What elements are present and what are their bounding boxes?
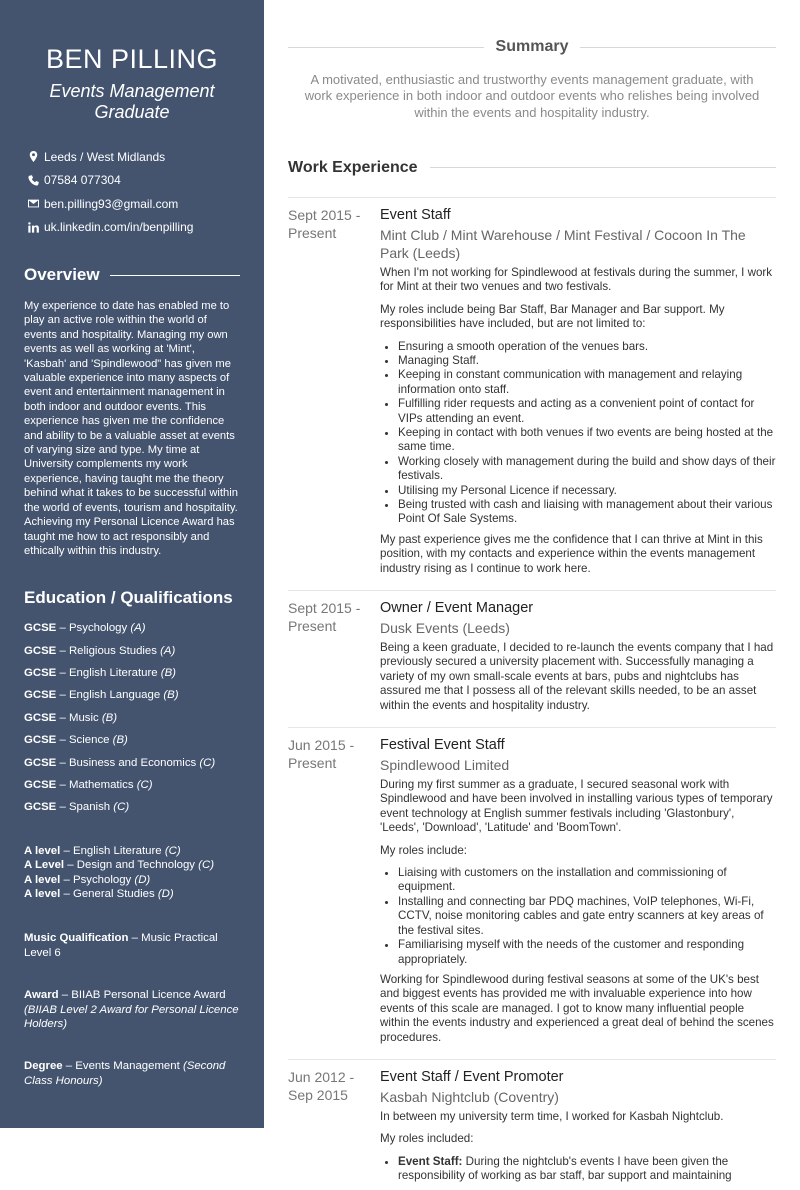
job-title: Event Staff [380,206,451,223]
gcse-item: GCSE – Spanish (C) [24,801,130,814]
list-item: • Working closely with management during the build and show days of their festivals. [398,455,776,484]
job-description: My roles include being Bar Staff, Bar Manager and Bar support. My responsibilities have included, but are not limited to: [380,302,725,331]
main-content [288,0,776,1190]
contact-linkedin[interactable] [24,216,240,240]
summary-title: Summary [495,38,569,55]
alevel-item: A level – General Studies (D) [24,888,174,901]
gcse-item: GCSE – English Language (B) [24,689,179,702]
divider [288,47,484,48]
job-date: Jun 2012 - Sep 2015 [288,1068,355,1103]
work-title: Work Experience [288,158,418,176]
email-link[interactable]: ben.pilling93@gmail.com [44,196,179,211]
job-bullets [398,1155,776,1184]
job-date: Jun 2015 - Present [288,737,355,772]
envelope-icon [24,198,42,209]
alevel-item: A Level – Design and Technology (C) [24,859,214,872]
divider [430,167,776,168]
list-item: • Keeping in constant communication with management and relaying information onto staff. [398,368,776,397]
list-item: • Event Staff: During the nightclub's events I have been given the responsibility of working as bar staff, bar support and maintaining [398,1155,776,1184]
list-item: • Utilising my Personal Licence if necessary. [398,484,776,498]
phone-icon [24,175,42,186]
job-description: My roles included: [380,1132,474,1146]
job-description: When I'm not working for Spindlewood at festivals during the summer, I work for Mint at their two venues and two festivals. [380,265,773,294]
job-company: Dusk Events (Leeds) [380,620,510,637]
work-heading [288,159,776,177]
list-item: • Keeping in contact with both venues if two events are being hosted at the same time. [398,426,776,455]
candidate-role: Events Management Graduate [49,81,215,122]
job-description: In between my university term time, I worked for Kasbah Nightclub. [380,1109,724,1123]
job-entry [288,727,776,1045]
job-title: Owner / Event Manager [380,600,534,617]
candidate-name: BEN PILLING [45,44,219,74]
gcse-item: GCSE – Music (B) [24,711,118,724]
job-description: During my first summer as a graduate, I secured seasonal work with Spindlewood and have been involved in installing various types of temporary event technology at English summer festivals including 'Glastonbury', 'Leeds', 'Download', 'Latitude' and 'BoomTown'. [380,778,773,835]
job-title: Event Staff / Event Promoter [380,1068,564,1085]
gcse-item: GCSE – English Literature (B) [24,667,176,680]
education-title: Education / Qualifications [24,588,233,608]
job-entry [288,1059,776,1190]
list-item: • Fulfilling rider requests and acting as a convenient point of contact for VIPs attending an event. [398,397,776,426]
job-body [380,1068,776,1190]
alevel-item: A level – English Literature (C) [24,844,181,857]
job-company: Spindlewood Limited [380,757,510,774]
job-company: Kasbah Nightclub (Coventry) [380,1088,559,1105]
job-description: My past experience gives me the confidence that I can thrive at Mint in this position, with my contacts and experience within the events management industry rising as I continue to work here. [380,532,763,575]
gcse-item: GCSE – Mathematics (C) [24,779,153,792]
job-description: Working for Spindlewood during festival seasons at some of the UK's best and biggest events has provided me with invaluable experience into how events of this scale are managed. I got to know many influential people within the events industry and experienced a great deal of behind the scenes procedures. [380,972,774,1044]
degree-qualification: Degree – Events Management (Second Class Honours) [24,1060,226,1087]
list-item: • Installing and connecting bar PDQ machines, VoIP telephones, Wi-Fi, CCTV, noise monitoring cables and gate entry scanners at key areas of the festival sites. [398,895,776,938]
job-bullets [398,340,776,527]
music-qualification: Music Qualification – Music Practical Level 6 [24,932,218,959]
linkedin-link[interactable]: uk.linkedin.com/in/benpilling [44,220,194,235]
job-entry [288,590,776,713]
job-body [380,206,776,576]
list-item: • Managing Staff. [398,354,776,368]
job-date: Sept 2015 - Present [288,600,361,635]
job-entry [288,197,776,576]
gcse-item: GCSE – Business and Economics (C) [24,756,216,769]
job-date: Sept 2015 - Present [288,206,361,241]
list-item: • Ensuring a smooth operation of the venues bars. [398,340,776,354]
overview-heading [24,265,240,285]
phone-text: 07584 077304 [44,173,121,188]
location-pin-icon [24,151,42,162]
divider [580,47,776,48]
job-bullets [398,866,776,967]
divider [110,275,240,276]
summary-heading [288,38,776,56]
award-qualification: Award – BIIAB Personal Licence Award (BIIAB Level 2 Award for Personal Licence Holders) [24,989,239,1031]
contact-location [24,145,240,169]
job-company: Mint Club / Mint Warehouse / Mint Festival / Cocoon In The Park (Leeds) [380,226,746,261]
overview-text: My experience to date has enabled me to play an active role within the world of events and hospitality. Managing my own events as well as working at 'Mint', 'Kasbah' and 'Spindlewood" has given me valuable experience into many aspects of event and entertainment management in both indoor and outdoor events. This experience has given me the confidence and ability to be a valuable asset at events of varying size and type. My time at University complements my work experience, having taught me the theory behind what it takes to be successful within the world of events, tourism and hospitality. Achieving my Personal Licence Award has taught me how to act responsibly and ethically within this industry. [24,300,238,557]
job-title: Festival Event Staff [380,737,505,754]
contact-phone [24,169,240,193]
job-body [380,599,776,713]
gcse-item: GCSE – Religious Studies (A) [24,644,176,657]
list-item: • Familiarising myself with the needs of the customer and responding appropriately. [398,938,776,967]
gcse-item: GCSE – Science (B) [24,734,128,747]
location-text: Leeds / West Midlands [44,149,166,164]
job-description: My roles include: [380,843,467,857]
list-item: • Being trusted with cash and liaising with management about their various Point Of Sale Systems. [398,498,776,527]
overview-title: Overview [24,265,100,284]
alevel-item: A level – Psychology (D) [24,873,151,886]
alevel-group [24,844,240,902]
education-list [24,622,240,1088]
education-heading [24,588,240,608]
sidebar [0,0,264,1128]
job-description: Being a keen graduate, I decided to re-launch the events company that I had previously secured a university placement with. Successfully managing a variety of my own small-scale events at bars, pubs and nightclubs has assured me that I possess all of the relevant skills needed, to be an asset within the events and hospitality industry. [380,641,774,712]
summary-text: A motivated, enthusiastic and trustworthy events management graduate, with work experience in both indoor and outdoor events who relishes being involved within the events and hospitality industry. [304,72,760,120]
job-body [380,736,776,1045]
contact-email[interactable] [24,192,240,216]
contact-list [24,145,240,239]
gcse-item: GCSE – Psychology (A) [24,622,146,635]
linkedin-icon [24,222,42,233]
list-item: • Liaising with customers on the installation and commissioning of equipment. [398,866,776,895]
